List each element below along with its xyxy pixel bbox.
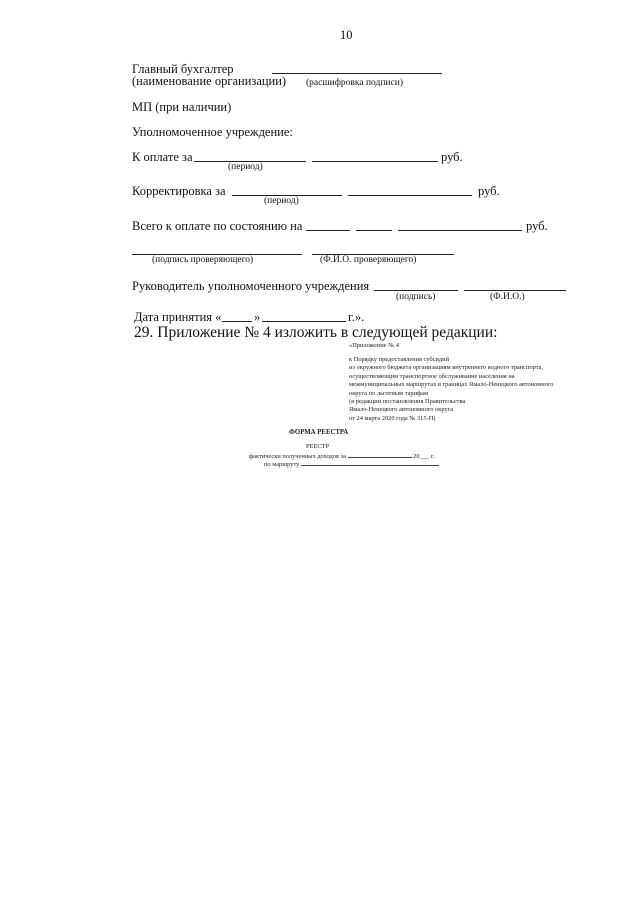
chief-accountant-signature-line [272, 73, 442, 74]
payment-period-caption: (период) [228, 162, 263, 172]
checker-signature-caption: (подпись проверяющего) [152, 255, 254, 265]
head-signature-caption: (подпись) [396, 292, 436, 302]
annex-line: от 24 марта 2020 года № 315-П) [349, 414, 436, 422]
registry-title: РЕЕСТР [306, 443, 330, 450]
signature-decoding-caption: (расшифровка подписи) [306, 78, 403, 88]
correction-period-caption: (период) [264, 196, 299, 206]
chief-accountant-title: Главный бухгалтер [132, 62, 234, 76]
payment-currency: руб. [441, 150, 463, 164]
date-accepted-mid: » [254, 310, 261, 324]
item-29-heading: 29. Приложение № 4 изложить в следующей редакции: [134, 324, 498, 341]
registry-period-blank [348, 451, 412, 458]
annex-line: из окружного бюджета организациям внутреннего водного транспорта, [349, 364, 544, 372]
annex-line: округа по льготным тарифам [349, 389, 429, 397]
authorized-institution-label: Уполномоченное учреждение: [132, 125, 293, 139]
registry-year: 20___ г. [413, 453, 435, 460]
date-day-line [222, 321, 252, 322]
date-accepted-label: Дата принятия « [134, 310, 222, 324]
total-currency: руб. [526, 219, 548, 233]
head-signature-line [374, 290, 458, 291]
organization-caption: (наименование организации) [132, 74, 287, 88]
registry-income-label: фактически полученных доходов за [249, 453, 346, 460]
correction-currency: руб. [478, 184, 500, 198]
registry-route-blank [301, 459, 439, 466]
annex-line: осуществляющим транспортное обслуживание населения на [349, 372, 515, 380]
annex-line: (в редакции постановления Правительства [349, 398, 466, 406]
form-title: ФОРМА РЕЕСТРА [289, 429, 349, 436]
annex-line: к Порядку предоставления субсидий [349, 356, 450, 363]
payment-amount-line [312, 161, 438, 162]
payment-label: К оплате за [132, 150, 193, 164]
date-month-line [262, 321, 346, 322]
registry-route-label: по маршруту [264, 461, 300, 468]
total-date-line-2 [356, 230, 392, 231]
date-accepted-suffix: г.». [348, 310, 365, 324]
checker-name-caption: (Ф.И.О. проверяющего) [320, 255, 417, 265]
total-label: Всего к оплате по состоянию на [132, 219, 303, 233]
annex-line: Ямало-Ненецкого автономного округа [349, 406, 454, 414]
annex-title: «Приложение № 4 [349, 342, 399, 349]
page-number: 10 [340, 28, 353, 42]
head-name-caption: (Ф.И.О.) [490, 292, 525, 302]
seal-label: МП (при наличии) [132, 100, 232, 114]
annex-line: межмуниципальных маршрутах в границах Ямало-Ненецкого автономного [349, 381, 554, 389]
head-name-line [464, 290, 566, 291]
annex-basis-block [349, 356, 554, 423]
correction-amount-line [348, 195, 472, 196]
registry-line-2 [264, 459, 439, 469]
correction-label: Корректировка за [132, 184, 226, 198]
total-amount-line [398, 230, 522, 231]
head-label: Руководитель уполномоченного учреждения [132, 279, 370, 293]
total-date-line-1 [306, 230, 350, 231]
